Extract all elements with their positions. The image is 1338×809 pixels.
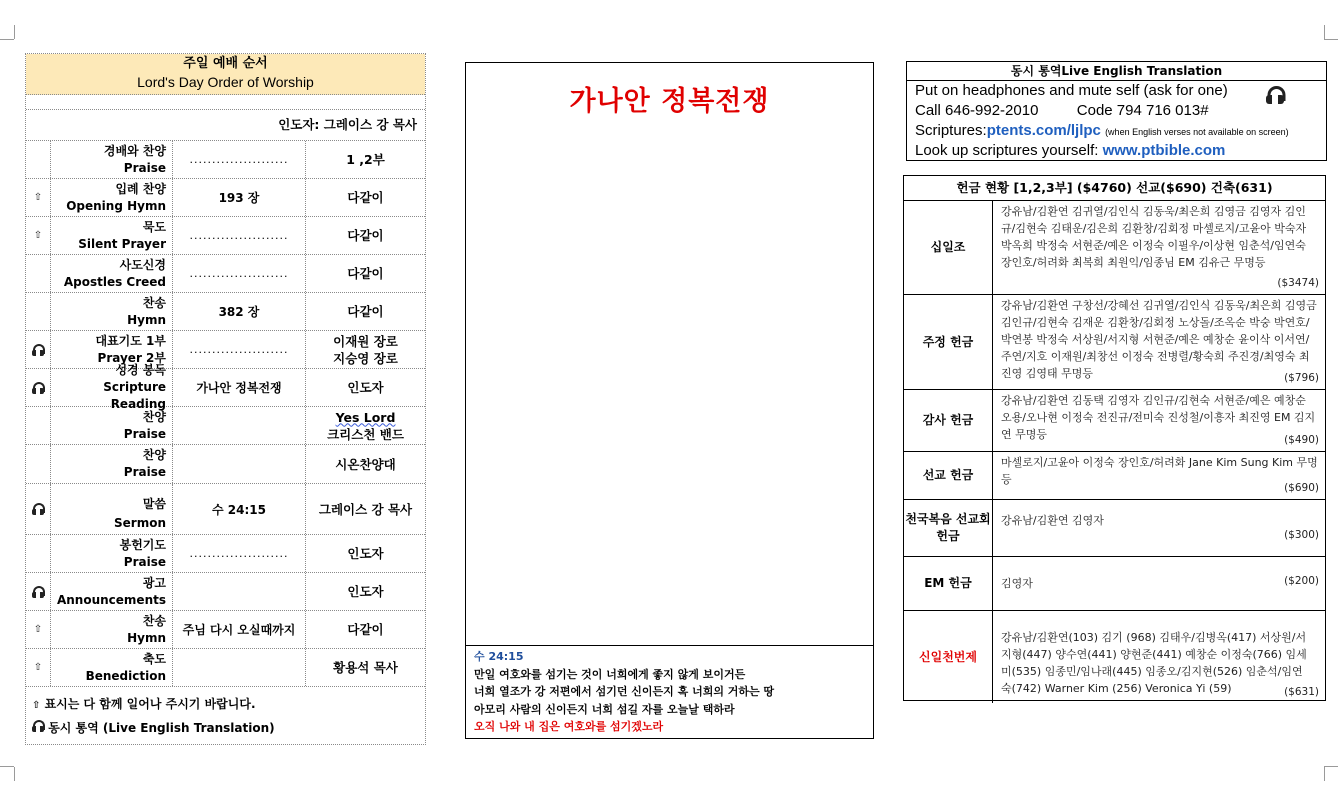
verse-highlight: 오직 나와 내 집은 여호와를 섬기겠노라	[474, 720, 664, 733]
offering-row	[904, 452, 1325, 500]
verse-line: 만일 여호와를 섬기는 것이 너희에게 좋지 않게 보이거든	[474, 667, 746, 681]
order-item-name-ko: 대표기도 1부	[95, 333, 166, 348]
offering-category: 신일천번제	[904, 611, 993, 703]
order-item-name	[51, 363, 173, 411]
offering-amount: ($490)	[1284, 434, 1319, 446]
order-item-leader	[306, 331, 425, 368]
order-item-name-en: Praise	[123, 554, 166, 569]
stand-icon: ⇧	[32, 700, 41, 711]
order-item-name-ko: 찬양	[142, 448, 166, 462]
order-item-leader-line: 인도자	[347, 380, 384, 395]
order-of-worship-panel	[25, 53, 426, 745]
order-row-icon-cell	[26, 255, 51, 292]
order-item-detail: 가나안 정복전쟁	[173, 369, 306, 406]
order-item-name	[51, 255, 173, 292]
order-footer	[26, 687, 425, 745]
order-item-name-en: Praise	[123, 465, 166, 479]
order-item-detail: ......................	[173, 141, 306, 178]
offering-names	[993, 390, 1325, 451]
headphone-icon	[32, 586, 44, 598]
offering-amount: ($690)	[1284, 482, 1319, 494]
order-item-leader-line: 다같이	[347, 266, 384, 281]
order-row-icon-cell	[26, 179, 51, 216]
order-item-leader-line: 1 ,2부	[346, 152, 385, 167]
order-title	[26, 54, 425, 95]
offering-names	[993, 500, 1325, 556]
offering-names	[993, 295, 1325, 389]
order-item-name-ko: 말씀	[142, 497, 166, 511]
scripture-info	[907, 121, 1326, 141]
order-item-leader	[306, 407, 425, 444]
order-item-name	[51, 445, 173, 483]
offering-donor-list: 강유남/김환연 김동택 김영자 김인규/김현숙 서현준/예은 예창순 오용/오나현 이정숙 전진규/전미숙 진성철/이흥자 최진영 EM 김지연 무명등	[1001, 394, 1316, 441]
order-item-leader	[306, 179, 425, 216]
order-item-detail: 주님 다시 오실때까지	[173, 611, 306, 648]
order-row	[26, 573, 425, 611]
offering-donor-list: 마셀로지/고윤아 이정숙 장인호/허려화 Jane Kim Sung Kim 무명등	[1001, 456, 1318, 486]
headphone-icon	[32, 503, 44, 515]
order-item-detail	[173, 649, 306, 686]
order-row-icon-cell	[26, 535, 51, 572]
order-title-ko: 주일 예배 순서	[183, 56, 268, 71]
offering-row	[904, 390, 1325, 452]
order-item-leader	[306, 369, 425, 406]
offering-row	[904, 500, 1325, 557]
offering-category: 천국복음 선교회 헌금	[904, 500, 993, 556]
verse-line: 너희 열조가 강 저편에서 섬기던 신이든지 혹 너희의 거하는 땅	[474, 685, 775, 698]
offering-amount: ($796)	[1284, 372, 1319, 384]
order-row-icon-cell	[26, 611, 51, 648]
order-item-name-ko: 성경 봉독	[115, 363, 166, 377]
order-item-detail: ......................	[173, 217, 306, 254]
call-code: Code 794 716 013#	[1076, 102, 1209, 119]
order-item-name	[51, 141, 173, 178]
order-item-leader-line: 인도자	[347, 584, 384, 599]
order-item-name-ko: 봉헌기도	[119, 537, 166, 552]
order-item-leader	[306, 573, 425, 610]
offering-row	[904, 611, 1325, 703]
order-item-name-ko: 입례 찬양	[115, 181, 166, 196]
crop-mark	[1324, 767, 1325, 781]
order-row	[26, 217, 425, 255]
order-item-leader	[306, 535, 425, 572]
order-item-detail: ......................	[173, 535, 306, 572]
order-item-name-en: Praise	[123, 426, 166, 441]
footer-translation-note: 동시 통역 (Live English Translation)	[48, 721, 275, 735]
order-item-leader-line: 크리스천 밴드	[327, 426, 404, 442]
offering-category: 주정 헌금	[904, 295, 993, 389]
offering-row	[904, 201, 1325, 295]
crop-mark	[0, 766, 14, 767]
order-item-detail	[173, 573, 306, 610]
order-item-leader	[306, 255, 425, 292]
order-row-icon-cell	[26, 217, 51, 254]
order-row-icon-cell	[26, 407, 51, 444]
sermon-verse	[466, 645, 873, 738]
order-item-name	[51, 535, 173, 572]
offering-donor-list: 김영자	[1001, 577, 1033, 590]
order-item-name-en: Silent Prayer	[78, 236, 166, 251]
order-item-leader	[306, 293, 425, 330]
order-item-name	[51, 649, 173, 686]
offering-rows	[904, 201, 1325, 703]
order-item-detail	[173, 445, 306, 483]
order-item-leader-line: 시온찬양대	[335, 456, 396, 472]
order-item-name-ko: 축도	[142, 651, 166, 666]
order-item-name	[51, 611, 173, 648]
offering-names	[993, 452, 1325, 499]
order-row	[26, 484, 425, 535]
call-number: Call 646-992-2010	[915, 102, 1039, 119]
order-item-leader-line: 그레이스 강 목사	[318, 501, 413, 517]
offering-category: 선교 헌금	[904, 452, 993, 499]
order-item-name-ko: 사도신경	[119, 257, 166, 272]
offering-row	[904, 295, 1325, 390]
order-title-en: Lord's Day Order of Worship	[137, 74, 314, 90]
offering-donor-list: 강유남/김환연 구창선/강혜선 김귀열/김인식 김동욱/최은희 김영금 김인규/김현숙 김재운 김환창/김회정 노상돌/조옥순 박숭 박연호/박연봉 박정숙 서상원/서지형 서현준/예은 예창순 윤이삭 이서연/주연/지호 이재원/최창선 이정숙 전병렬/황숙희 주진경/최영숙 최진영 김영태 무명등	[1001, 299, 1317, 380]
order-item-name-en: Apostles Creed	[63, 274, 166, 289]
order-item-name-en: Sermon	[114, 516, 166, 530]
order-item-leader	[306, 649, 425, 686]
order-row-icon-cell	[26, 649, 51, 686]
order-item-leader-line: 다같이	[347, 622, 384, 637]
order-item-leader	[306, 611, 425, 648]
order-row	[26, 535, 425, 573]
crop-mark	[14, 25, 15, 39]
translation-panel	[906, 61, 1327, 161]
order-row-icon-cell	[26, 293, 51, 330]
call-info	[907, 101, 1326, 121]
order-item-name-en: Prayer 2부	[97, 350, 166, 365]
order-item-name-en: Hymn	[127, 630, 166, 645]
order-item-name-en: Scripture Reading	[103, 380, 166, 411]
order-row	[26, 611, 425, 649]
order-item-leader-line: 황용석 목사	[333, 660, 398, 675]
headphones-instruction: Put on headphones and mute self (ask for one)	[915, 82, 1228, 99]
order-row-icon-cell	[26, 369, 51, 406]
order-item-name-ko: 광고	[142, 575, 166, 590]
lookup-info	[907, 141, 1326, 161]
order-item-name	[51, 484, 173, 534]
headphone-icon	[32, 382, 44, 394]
offering-row	[904, 557, 1325, 611]
crop-mark	[0, 39, 14, 40]
order-row	[26, 255, 425, 293]
order-item-name-ko: 묵도	[142, 219, 166, 234]
offering-names	[993, 557, 1325, 610]
sermon-title: 가나안 정복전쟁	[569, 86, 770, 117]
scripture-label: Scriptures:	[915, 122, 987, 139]
offering-amount: ($200)	[1284, 575, 1319, 587]
offering-category: EM 헌금	[904, 557, 993, 610]
order-item-leader-line: 지승영 장로	[333, 350, 398, 366]
scripture-note: (when English verses not available on screen)	[1105, 127, 1289, 137]
order-item-name-ko: 경배와 찬양	[103, 143, 166, 158]
offering-donor-list: 강유남/김환연(103) 김기 (968) 김태우/김병옥(417) 서상원/서지형(447) 양수연(441) 양현준(441) 예창순 이정숙(766) 임세미(535) 임종민/임나래(445) 임종오/김지현(526) 임춘석/임연숙(742) Warner Kim (256) Veronica Yi (59)	[1001, 631, 1307, 695]
order-item-name-ko: 찬송	[142, 295, 166, 310]
footer-stand-note: 표시는 다 함께 일어나 주시기 바랍니다.	[44, 697, 256, 711]
order-row-icon-cell	[26, 484, 51, 534]
order-item-detail: ......................	[173, 331, 306, 368]
crop-mark	[1324, 39, 1338, 40]
lookup-label: Look up scriptures yourself:	[915, 142, 1099, 159]
order-item-leader-line: 이재원 장로	[333, 333, 398, 349]
order-row-icon-cell	[26, 445, 51, 483]
offering-amount: ($631)	[1284, 686, 1319, 698]
offering-donor-list: 강유남/김환연 김귀열/김인식 김동욱/최은희 김영금 김영자 김인규/김현숙 김태운/김은희 김환창/김회정 마셀로지/고윤아 박숙자 박옥희 박정숙 서현준/예은 이정숙 이필우/이상현 임춘석/임연숙 장인호/허려화 최복희 최원익/임종님 EM 김유근 무명등	[1001, 205, 1307, 269]
order-item-detail: ......................	[173, 255, 306, 292]
order-item-leader	[306, 217, 425, 254]
order-item-detail: 382 장	[173, 293, 306, 330]
crop-mark	[1324, 25, 1325, 39]
offering-title: 헌금 현황 [1,2,3부] ($4760) 선교($690) 건축(631)	[904, 176, 1325, 201]
order-row	[26, 407, 425, 445]
order-item-name-ko: 찬송	[142, 613, 166, 628]
order-item-leader-line: 다같이	[347, 190, 384, 205]
order-item-name	[51, 179, 173, 216]
stand-icon: ⇧	[33, 192, 43, 203]
order-row-icon-cell	[26, 573, 51, 610]
order-row	[26, 179, 425, 217]
sermon-panel	[465, 62, 874, 739]
offering-names	[993, 611, 1325, 703]
order-item-detail: 수 24:15	[173, 484, 306, 534]
order-item-leader-line: 다같이	[347, 304, 384, 319]
order-item-leader-line: 인도자	[347, 546, 384, 561]
lookup-link[interactable]: www.ptbible.com	[1102, 142, 1226, 159]
order-rows	[26, 141, 425, 687]
order-item-detail: 193 장	[173, 179, 306, 216]
offering-category: 감사 헌금	[904, 390, 993, 451]
offering-amount: ($3474)	[1277, 277, 1319, 289]
order-item-leader	[306, 141, 425, 178]
order-item-leader-line: Yes Lord	[335, 409, 396, 425]
crop-mark	[1324, 766, 1338, 767]
order-item-name-en: Praise	[123, 160, 166, 175]
order-item-name	[51, 293, 173, 330]
spacer-row	[26, 95, 425, 110]
verse-reference: 수 24:15	[474, 650, 524, 663]
stand-icon: ⇧	[33, 662, 43, 673]
order-item-name	[51, 217, 173, 254]
order-row	[26, 363, 425, 411]
order-item-name	[51, 407, 173, 444]
order-item-leader	[306, 445, 425, 483]
offering-amount: ($300)	[1284, 529, 1319, 541]
offering-category: 십일조	[904, 201, 993, 294]
translation-title: 동시 통역Live English Translation	[907, 62, 1326, 81]
order-item-leader	[306, 484, 425, 534]
order-item-detail	[173, 407, 306, 444]
order-item-name-en: Opening Hymn	[66, 198, 166, 213]
order-item-name-en: Benediction	[85, 668, 166, 683]
order-item-name-ko: 찬양	[142, 409, 166, 424]
crop-mark	[14, 767, 15, 781]
order-item-name	[51, 573, 173, 610]
stand-icon: ⇧	[33, 230, 43, 241]
order-item-name-en: Announcements	[56, 592, 166, 607]
order-item-name-en: Hymn	[127, 312, 166, 327]
order-row	[26, 141, 425, 179]
scripture-link[interactable]: ptents.com/ljlpc	[986, 122, 1101, 139]
verse-line: 아모리 사람의 신이든지 너희 섬길 자를 오늘날 택하라	[474, 702, 735, 716]
headphone-icon	[32, 344, 44, 356]
order-row	[26, 649, 425, 687]
headphone-icon	[1266, 86, 1284, 104]
leader-line: 인도자: 그레이스 강 목사	[26, 110, 425, 141]
order-row	[26, 445, 425, 484]
offering-names	[993, 201, 1325, 294]
order-item-leader-line: 다같이	[347, 228, 384, 243]
order-row-icon-cell	[26, 331, 51, 368]
headphone-icon	[32, 720, 44, 732]
offering-donor-list: 강유남/김환연 김영자	[1001, 514, 1104, 527]
stand-icon: ⇧	[33, 624, 43, 635]
offering-panel	[903, 175, 1326, 701]
order-row-icon-cell	[26, 141, 51, 178]
order-row	[26, 293, 425, 331]
